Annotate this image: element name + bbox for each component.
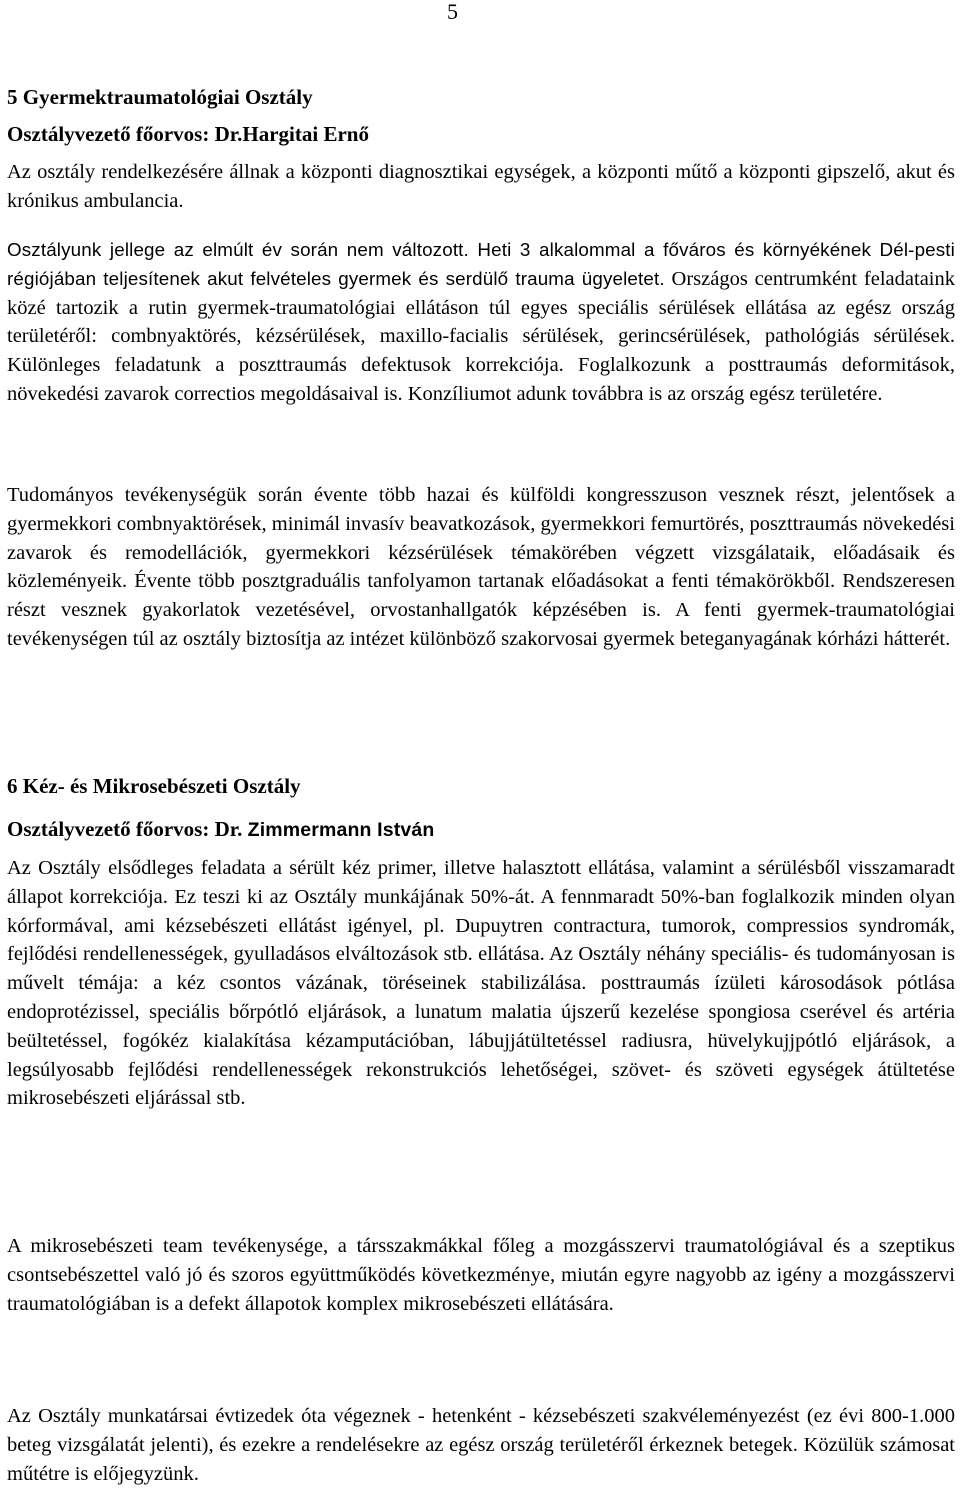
section-6-paragraph-1: Az Osztály elsődleges feladata a sérült kéz primer, illetve halasztott ellátása, valamint a sérülésből visszamaradt állapot korrekciója. Ez teszi ki az Osztály munkájának 50%-át. A fennmaradt 50%-ban foglalkozik minden olyan kórformával, ami kézsebészeti ellátást igényel, pl. Dupuytren contractura, tumorok, compressios syndromák, fejlődési rendellenességek, gyulladásos elváltozások stb. ellátása. Az Osztály néhány speciális- és tudományosan is művelt témája: a kéz csontos vázának, töréseinek stabilizálása. posttraumás ízületi károsodások pótlása endoprotézissel, speciális bőrpótló eljárások, a lunatum malatia újszerű kezelése spongiosa cserével és artéria beültetéssel, fogókéz kialakítása kézamputációban, lábujjátültetéssel radiusra, hüvelykujjpótló eljárások, a legsúlyosabb fejlődési rendellenességek rekonstrukciós lehetőségei, szövet- és szöveti egységek átültetése mikrosebészeti eljárással stb. [7,857,955,1110]
section-6-paragraph-1-block [7,854,955,1113]
section-5-head-physician: Osztályvezető főorvos: Dr.Hargitai Ernő [7,122,369,146]
page-number: 5 [447,0,458,24]
section-6-paragraph-3: Az Osztály munkatársai évtizedek óta végeznek - hetenként - kézsebészeti szakvéleményezést (ez évi 800-1.000 beteg vizsgálatát jelenti), és ezekre a rendelésekre az egész ország területéről érkeznek betegek. Közülük számosat műtétre is előjegyzünk. [7,1405,955,1485]
section-5-paragraph-2-block [7,236,955,409]
section-6-head-physician [7,815,955,845]
section-6-paragraph-3-block [7,1402,955,1488]
section-6-paragraph-2-block [7,1232,955,1318]
section-6 [7,772,955,845]
section-6-head-prefix: Osztályvezető főorvos: Dr. [7,817,248,841]
section-5 [7,83,955,216]
section-5-paragraph-3-block [7,481,955,654]
section-5-paragraph-3: Tudományos tevékenységük során évente több hazai és külföldi kongresszuson vesznek részt, jelentősek a gyermekkori combnyaktörések, minimál invasív beavatkozások, gyermekkori femurtörés, poszttraumás növekedési zavarok és remodellációk, gyermekkori kézsérülések témakörében végzett vizsgálataik, előadásaik és közleményeik. Évente több posztgraduális tanfolyamon tartanak előadásokat a fenti témakörökből. Rendszeresen részt vesznek gyakorlatok vezetésével, orvostanhallgatók képzésében is. A fenti gyermek-traumatológiai tevékenységen túl az osztály biztosítja az intézet különböző szakorvosai gyermek beteganyagának kórházi hátterét. [7,484,955,650]
section-5-paragraph-2 [7,236,955,409]
section-5-paragraph-1: Az osztály rendelkezésére állnak a központi diagnosztikai egységek, a központi műtő a központi gipszelő, akut és krónikus ambulancia. [7,161,955,212]
section-5-paragraph-2-rest: Országos centrumként feladataink közé tartozik a rutin gyermek-traumatológiai ellátáson túl egyes speciális sérülések ellátása az egész ország területéről: combnyaktörés, kézsérülések, maxillo-facialis sérülések, gerincsérülések, pathológiás sérülések. Különleges feladatunk a poszttraumás defektusok korrekciója. Foglalkozunk a posttraumás deformitások, növekedési zavarok correctios megoldásaival is. Konzíliumot adunk továbbra is az ország egész területére. [7,267,955,405]
section-6-paragraph-2: A mikrosebészeti team tevékenysége, a társszakmákkal főleg a mozgásszervi traumatológiával és a szeptikus csontsebészettel való jó és szoros együttműködés következménye, miután egyre nagyobb az igény a mozgásszervi traumatológiában is a defekt állapotok komplex mikrosebészeti ellátására. [7,1235,955,1315]
section-5-paragraph-2-mid: Heti 3 alkalommal a főváros és környékének Dél-pesti régiójában teljesítenek akut felvételes gyermek és serdülő trauma ügyeletet. [7,239,955,289]
section-6-title: 6 Kéz- és Mikrosebészeti Osztály [7,774,301,798]
section-5-paragraph-2-lead: Osztályunk jellege az elmúlt év során nem változott. [7,239,469,260]
section-6-head-name: Zimmermann István [247,819,435,841]
section-5-title: 5 Gyermektraumatológiai Osztály [7,85,313,109]
